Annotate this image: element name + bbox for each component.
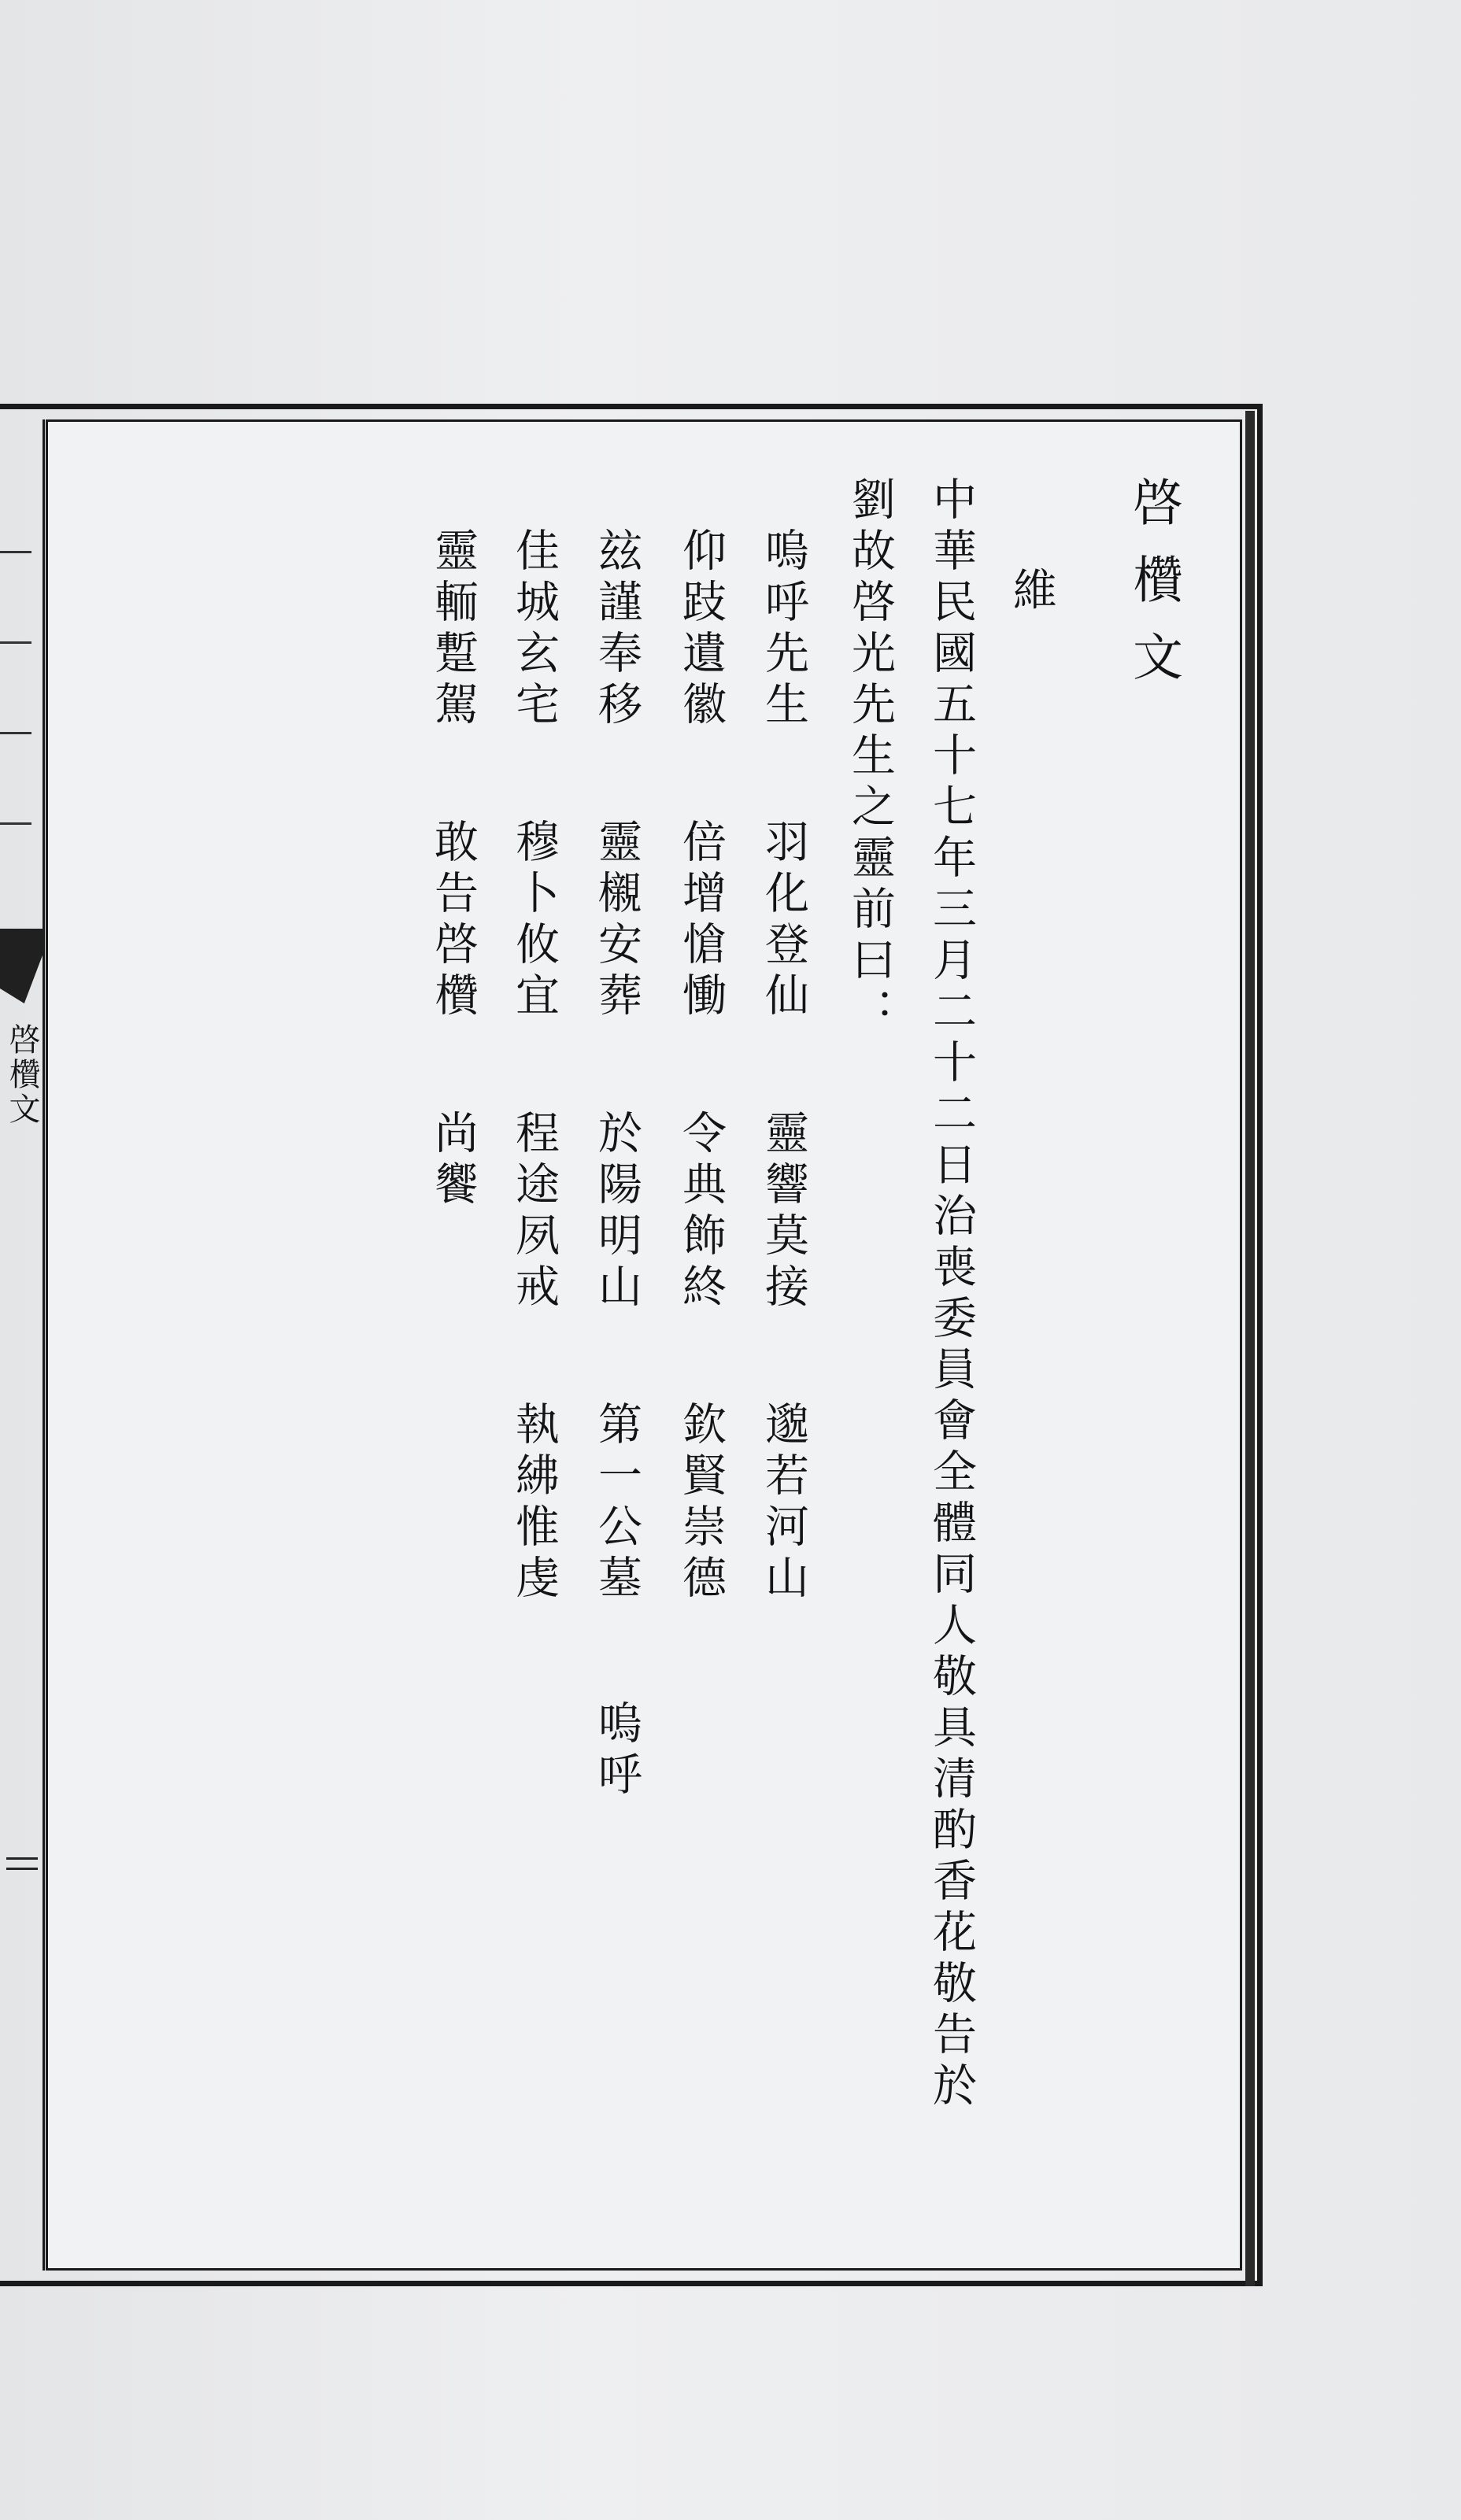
phrase: 靈輀蹔駕 xyxy=(427,527,479,732)
phrase: 第一公墓 xyxy=(591,1401,642,1605)
phrase: 佳城玄宅 xyxy=(509,527,560,732)
phrase: 令典飾終 xyxy=(675,1110,727,1314)
phrase: 仰跂遺徽 xyxy=(675,527,727,732)
phrase: 敢告啓欑 xyxy=(427,818,479,1023)
text-line-3 xyxy=(760,527,807,1605)
phrase: 穆卜攸宜 xyxy=(509,818,560,1023)
phrase: 執紼惟虔 xyxy=(509,1401,560,1605)
margin-tick xyxy=(0,822,31,825)
margin-tick xyxy=(0,551,31,553)
phrase: 邈若河山 xyxy=(758,1401,809,1605)
text-line-1: 中華民國五十七年三月二十二日治喪委員會全體同人敬具清酌香花敬告於 xyxy=(926,476,977,2113)
intro-word: 維 xyxy=(1006,567,1057,618)
running-title: 啓欑文 xyxy=(4,1023,40,1127)
phrase: 玆謹奉移 xyxy=(591,527,642,732)
page-border-shadow xyxy=(1245,411,1255,2286)
text-line-5 xyxy=(593,527,640,1802)
page-number xyxy=(6,1857,38,1889)
margin-tick xyxy=(0,641,31,644)
text-line-4 xyxy=(675,527,727,1605)
phrase: 於陽明山 xyxy=(591,1110,642,1314)
phrase: 嗚呼先生 xyxy=(758,527,809,732)
phrase: 羽化登仙 xyxy=(758,818,809,1023)
page-border-left-rule xyxy=(43,419,45,2271)
phrase: 尚饗 xyxy=(427,1110,479,1212)
phrase: 靈響莫接 xyxy=(758,1110,809,1314)
text-line-2: 劉故啓光先生之靈前曰： xyxy=(845,476,896,1039)
margin-tick xyxy=(0,732,31,734)
page-border-inner xyxy=(46,419,1242,2271)
phrase: 嗚呼 xyxy=(591,1700,642,1802)
phrase: 程途夙戒 xyxy=(509,1110,560,1314)
text-line-6 xyxy=(509,527,560,1605)
phrase: 倍增愴慟 xyxy=(675,818,727,1023)
document-title: 啓欑文 xyxy=(1124,476,1182,708)
phrase: 靈櫬安葬 xyxy=(591,818,642,1023)
text-line-7 xyxy=(427,527,479,1212)
phrase: 欽賢崇德 xyxy=(675,1401,727,1605)
